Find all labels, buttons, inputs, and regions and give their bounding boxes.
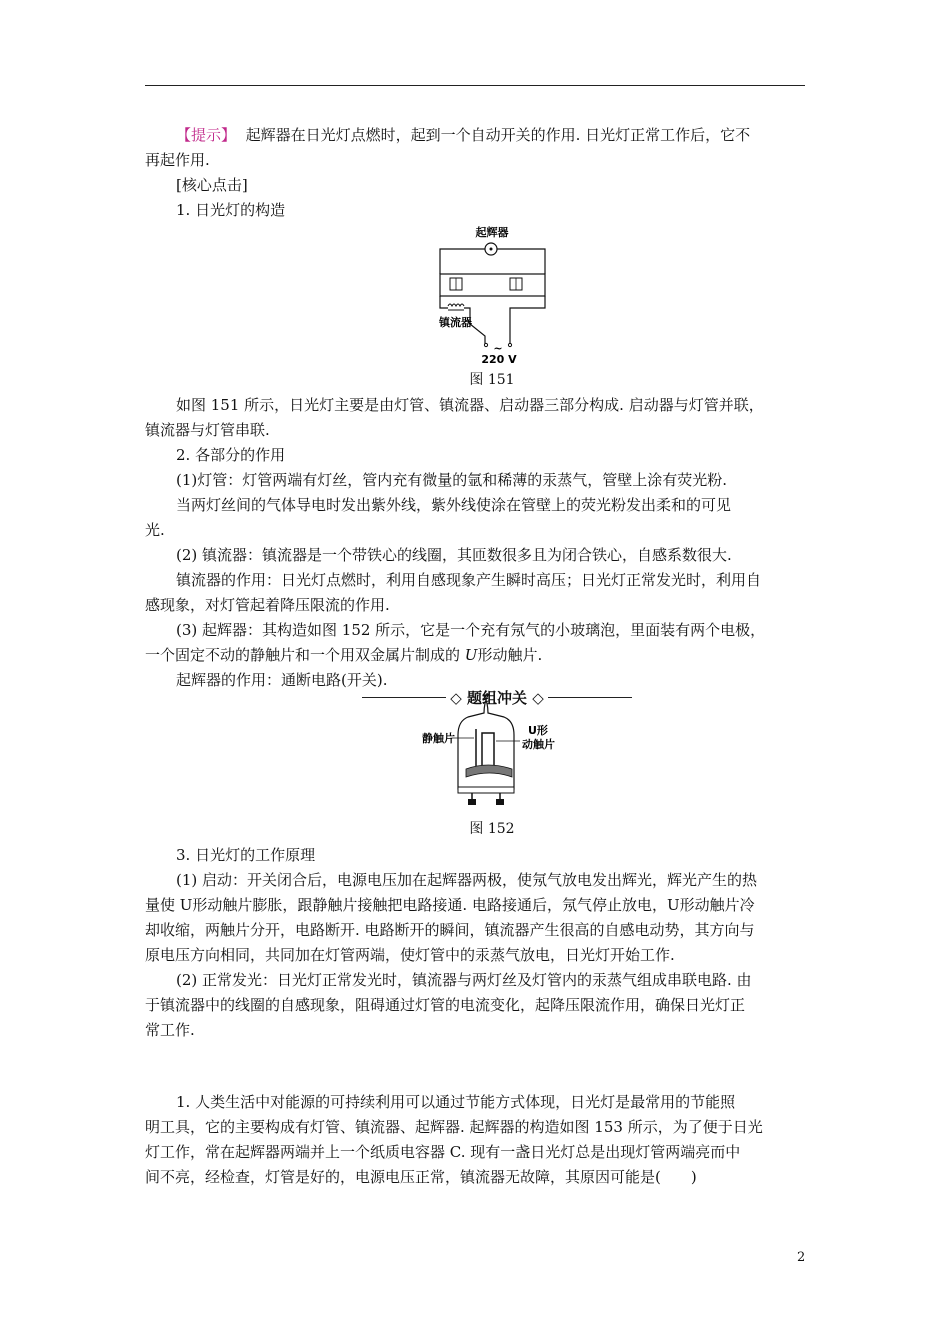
starter-line-2: 一个固定不动的静触片和一个用双金属片制成的 U形动触片. xyxy=(145,646,543,664)
question-1-line-1: 1. 人类生活中对能源的可持续利用可以通过节能方式体现，日光灯是最常用的节能照 xyxy=(176,1093,736,1111)
hint-line-2: 再起作用. xyxy=(145,151,210,169)
normal-line-3: 常工作. xyxy=(145,1021,195,1039)
figure-151-caption: 图 151 xyxy=(469,372,515,388)
normal-line-2: 于镇流器中的线圈的自感现象，阻碍通过灯管的电流变化，起降压限流作用，确保日光灯正 xyxy=(145,996,746,1014)
section-2-heading: 2. 各部分的作用 xyxy=(176,446,286,464)
hint-tag: 【提示】 xyxy=(176,126,237,144)
starter-label: 起辉器 xyxy=(475,226,509,239)
header-rule xyxy=(145,85,805,86)
divider-title: ◇ 题组冲关 ◇ xyxy=(450,688,544,707)
hint-text: 起辉器在日光灯点燃时，起到一个自动开关的作用. 日光灯正常工作后，它不 xyxy=(245,126,751,144)
page-number: 2 xyxy=(797,1250,806,1265)
figure-151-circuit xyxy=(430,224,550,364)
start-line-3: 却收缩，两触片分开，电路断开. 电路断开的瞬间，镇流器产生很高的自感电动势，其方向与 xyxy=(145,921,755,939)
starter-line-1: (3) 起辉器：其构造如图 152 所示，它是一个充有氖气的小玻璃泡，里面装有两个电极， xyxy=(176,621,766,639)
tube-line-3: 光. xyxy=(145,521,165,539)
start-line-4: 原电压方向相同，共同加在灯管两端，使灯管中的汞蒸气放电，日光灯开始工作. xyxy=(145,946,675,964)
start-line-1: (1) 启动：开关闭合后，电源电压加在起辉器两极，使氖气放电发出辉光，辉光产生的热 xyxy=(176,871,758,889)
normal-line-1: (2) 正常发光：日光灯正常发光时，镇流器与两灯丝及灯管内的汞蒸气组成串联电路. 由 xyxy=(176,971,752,989)
ballast-coil xyxy=(448,304,464,306)
tube-line-1: (1)灯管：灯管两端有灯丝，管内充有微量的氩和稀薄的汞蒸气，管壁上涂有荧光粉. xyxy=(176,471,728,489)
question-1-line-3: 灯工作，常在起辉器两端并上一个纸质电容器 C. 现有一盏日光灯总是出现灯管两端亮而中 xyxy=(145,1143,741,1161)
para-151-line-1: 如图 151 所示，日光灯主要是由灯管、镇流器、启动器三部分构成. 启动器与灯管并联， xyxy=(176,396,764,414)
tube-line-2: 当两灯丝间的气体导电时发出紫外线，紫外线使涂在管壁上的荧光粉发出柔和的可见 xyxy=(176,496,732,514)
section-divider xyxy=(362,685,632,709)
u-contact-label-1: U形 xyxy=(528,724,548,737)
ballast-line-2: 镇流器的作用：日光灯点燃时，利用自感现象产生瞬时高压；日光灯正常发光时，利用自 xyxy=(176,571,762,589)
figure-152-starter xyxy=(420,693,570,813)
starter-function: 起辉器的作用：通断电路(开关). xyxy=(176,671,388,689)
figure-152-caption: 图 152 xyxy=(469,821,515,837)
question-1-line-2: 明工具，它的主要构成有灯管、镇流器、起辉器. 起辉器的构造如图 153 所示，为了便于日光 xyxy=(145,1118,763,1136)
section-3-heading: 3. 日光灯的工作原理 xyxy=(176,846,316,864)
ballast-line-3: 感现象，对灯管起着降压限流的作用. xyxy=(145,596,390,614)
ballast-line-1: (2) 镇流器：镇流器是一个带铁心的线圈，其匝数很多且为闭合铁心，自感系数很大. xyxy=(176,546,732,564)
core-heading: [核心点击] xyxy=(176,176,248,194)
section-1-heading: 1. 日光灯的构造 xyxy=(176,201,286,219)
static-contact-label: 静触片 xyxy=(422,732,455,745)
start-line-2: 量使 U形动触片膨胀，跟静触片接触把电路接通. 电路接通后，氖气停止放电，U形动触片冷 xyxy=(145,896,755,914)
ac-symbol: ~ xyxy=(493,342,503,355)
voltage-label: 220 V xyxy=(481,353,517,364)
question-1-line-4: 间不亮，经检查，灯管是好的，电源电压正常，镇流器无故障，其原因可能是( ) xyxy=(145,1168,697,1186)
hint-line-1 xyxy=(176,123,750,147)
ballast-label: 镇流器 xyxy=(439,316,472,329)
u-contact-label-2: 动触片 xyxy=(522,738,555,751)
para-151-line-2: 镇流器与灯管串联. xyxy=(145,421,270,439)
